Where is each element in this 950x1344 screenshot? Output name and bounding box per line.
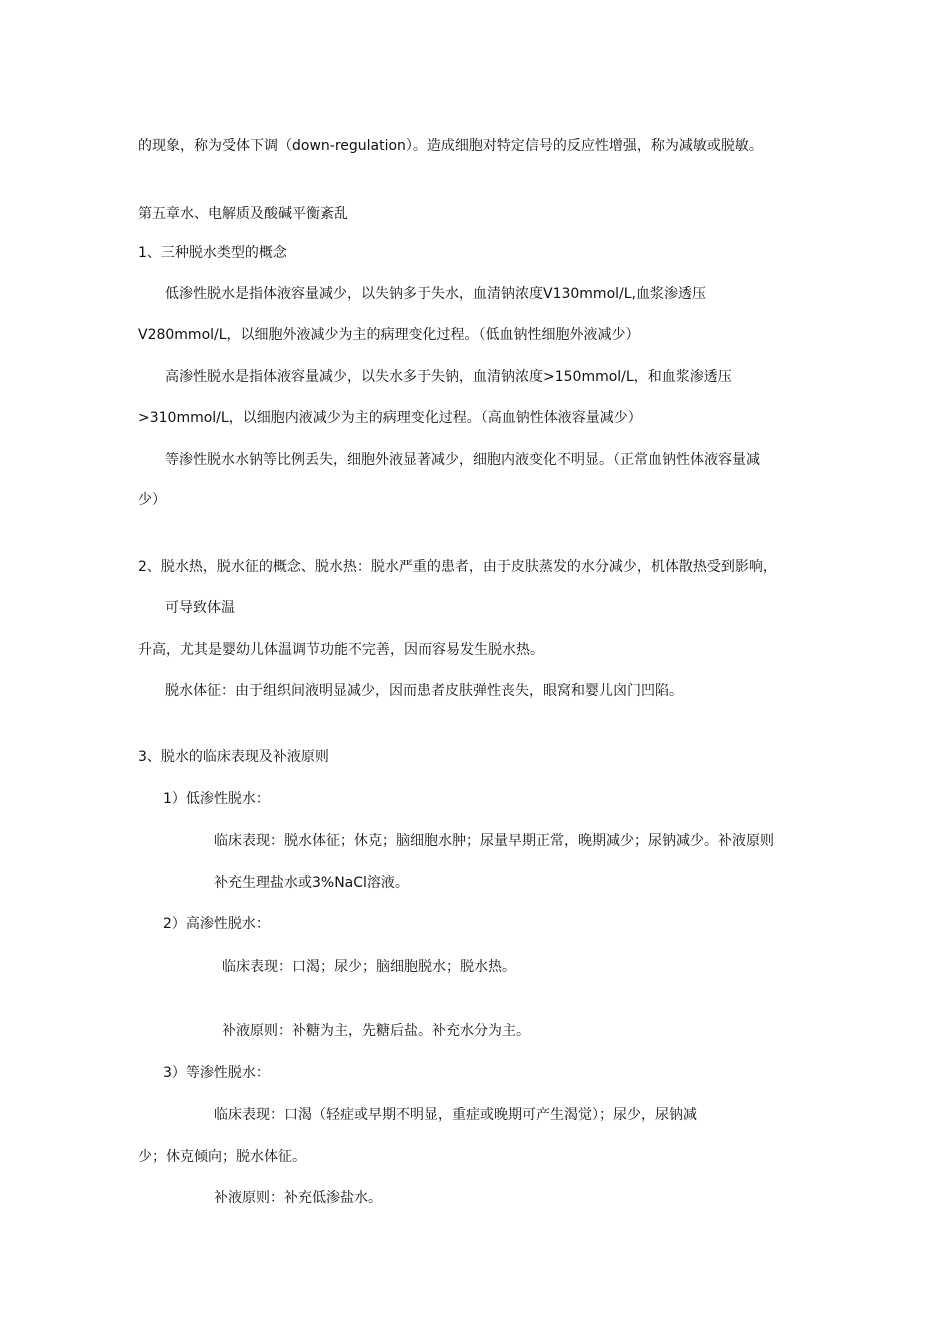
hypotonic-clinical-line-2: 补充生理盐水或3%NaCl溶液。 (214, 875, 409, 891)
chapter-heading: 第五章水、电解质及酸碱平衡紊乱 (138, 206, 348, 222)
subheading-hypertonic: 2）高渗性脱水： (163, 916, 270, 932)
isotonic-definition-line-2: 少） (138, 492, 166, 508)
dehydration-fever-line-3: 升高，尤其是婴幼儿体温调节功能不完善，因而容易发生脱水热。 (138, 642, 544, 658)
isotonic-definition-line-1: 等渗性脱水水钠等比例丢失，细胞外液显著减少，细胞内液变化不明显。（正常血钠性体液容量减 (165, 452, 760, 468)
paragraph-continuation: 的现象，称为受体下调（down-regulation）。造成细胞对特定信号的反应性增强，称为减敏或脱敏。 (138, 138, 763, 154)
isotonic-clinical-line-1: 临床表现：口渴（轻症或早期不明显，重症或晚期可产生渴觉）；尿少，尿钠减 (214, 1107, 697, 1123)
hypertonic-clinical: 临床表现：口渴；尿少；脑细胞脱水；脱水热。 (222, 959, 516, 975)
dehydration-sign-paragraph: 脱水体征：由于组织间液明显减少，因而患者皮肤弹性丧失，眼窝和婴儿囟门凹陷。 (165, 683, 683, 699)
section-heading-3: 3、脱水的临床表现及补液原则 (138, 749, 329, 765)
isotonic-clinical-line-2: 少；休克倾向；脱水体征。 (138, 1149, 306, 1165)
hypotonic-definition-line-2: V280mmol/L，以细胞外液减少为主的病理变化过程。（低血钠性细胞外液减少） (138, 327, 640, 343)
hypertonic-definition-line-2: >310mmol/L，以细胞内液减少为主的病理变化过程。（高血钠性体液容量减少） (138, 410, 642, 426)
hypertonic-fluid-principle: 补液原则：补糖为主，先糖后盐。补充水分为主。 (222, 1023, 530, 1039)
section-heading-2: 2、脱水热，脱水征的概念、脱水热：脱水严重的患者，由于皮肤蒸发的水分减少，机体散热受到影响， (138, 559, 777, 575)
isotonic-fluid-principle: 补液原则：补充低渗盐水。 (214, 1190, 382, 1206)
subheading-hypotonic: 1）低渗性脱水： (163, 791, 270, 807)
subheading-isotonic: 3）等渗性脱水： (163, 1065, 270, 1081)
hypotonic-clinical-line-1: 临床表现：脱水体征；休克；脑细胞水肿；尿量早期正常，晚期减少；尿钠减少。补液原则 (214, 833, 774, 849)
section-heading-1: 1、三种脱水类型的概念 (138, 245, 287, 261)
dehydration-fever-line-2: 可导致体温 (165, 600, 235, 616)
hypotonic-definition-line-1: 低渗性脱水是指体液容量减少，以失钠多于失水，血清钠浓度V130mmol/L,血浆渗透压 (165, 286, 706, 302)
hypertonic-definition-line-1: 高渗性脱水是指体液容量减少，以失水多于失钠，血清钠浓度>150mmol/L，和血浆渗透压 (165, 369, 732, 385)
